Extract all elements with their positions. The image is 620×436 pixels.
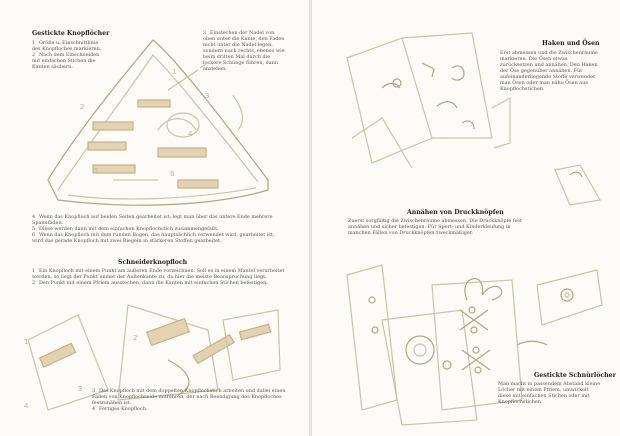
step-4: 4 Fertiges Knopfloch. (92, 406, 148, 412)
section-title-haken-und-oesen: Haken und Ösen (542, 40, 600, 47)
figure-number: 4 (188, 130, 193, 138)
step-3: 3 Einstechen der Nadel von oben unter die Kante, den Faden nicht unter die Nadel legen, sondern nach rechts, ebenso wie beim dritten Mal durch die lockere Schlinge führen, dann anziehen. (203, 30, 285, 72)
snap-detail-illustration (527, 265, 607, 335)
step-1: 1 Größe u. Einschnittlinie des Knopfloches markieren. (32, 40, 102, 52)
step-6: 6 Wenn das Knopfloch mit dem runden Bogen, das hauptsächlich verwendet wird, gearbeitet ist, wird das gerade Knopfloch mit zwei Riegeln in stärkeren Stoffen gearbeitet. (32, 232, 275, 244)
schnuerloecher-text: Man macht in passendem Abstand kleine Löcher mit einem Pfriem, umwickelt diese mit einfachen Stichen oder mit Knopflochstichen. (498, 381, 601, 405)
figure-number: 2 (80, 103, 85, 111)
figure-number: 1 (24, 338, 29, 346)
haken-text: Erst abmessen und die Zwischenräume markieren. Die Ösen etwas zurücksetzen und annähen. Den Haken der Öse gegenüber annähen. Für aufeinanderliegende Stoffe verwendet man Ösen oder man nähe Ösen aus Knopflochstichen. (500, 50, 598, 92)
step-2: 2 Nach dem Einschneiden mit einfachen Stichen die Kanten säubern. (32, 52, 100, 70)
step-3: 3 Das Knopfloch mit dem doppelten Knopflochstich arbeiten und dabei einen Faden von Knopflochseide mitführen, der nach Beendigung des Knopfloches festzunähen ist. (92, 388, 286, 406)
figure-number: 5 (94, 167, 99, 175)
step-4: 4 Wenn das Knopfloch auf beiden Seiten gearbeitet ist, legt man über das untere Ende mehrere Spannfäden. (32, 214, 273, 226)
right-page (312, 0, 620, 436)
section-title-gestickte-knopfloecher: Gestickte Knopflöcher (32, 30, 110, 37)
figure-number: 3 (205, 92, 210, 100)
steps-bottom (32, 214, 287, 244)
figure-number: 4 (24, 402, 29, 410)
figure-number: 3 (78, 385, 83, 393)
figure-number: 6 (170, 170, 175, 178)
hook-detail-illustration (550, 160, 605, 208)
figure-number: 2 (133, 334, 138, 342)
buttonhole-triangle-illustration (18, 30, 298, 215)
schneider-steps-bottom (92, 388, 292, 412)
section-title-schneiderknopfloch: Schneiderknopfloch (118, 259, 188, 266)
step-2: 2 Den Punkt mit einem Pfriem ausstechen, dann die Kanten mit einfachen Stichen befestigen. (32, 280, 268, 286)
figure-number: 1 (172, 68, 177, 76)
druckknoepfe-text: Zuerst sorgfältig die Zwischenräume abmessen. Die Druckknöpfe fest annähen und sicher befestigen. Für Sport- und Kinderkleidung in manchen Fällen von Druckknöpfen zweckmäßiger. (348, 218, 522, 236)
schneider-steps (32, 268, 287, 286)
hooks-and-eyes-illustration (342, 28, 512, 173)
step-5: 5 Diese werden dann mit dem einfachen Knopflochstich zusammengefaßt. (32, 226, 219, 232)
section-title-schnuerloecher: Gestickte Schnürlöcher (534, 372, 616, 379)
section-title-druckknoepfe: Annähen von Druckknöpfen (407, 209, 504, 216)
stitch-band-1 (93, 122, 133, 130)
step-1: 1 Ein Knopfloch mit einem Punkt am äußeren Ende vorzeichnen. Soll es in einem Mantel verarbeitet werden, so liegt der Punkt immer der Außenkante zu, da hier die meiste Beanspruchung liegt. (32, 268, 285, 280)
